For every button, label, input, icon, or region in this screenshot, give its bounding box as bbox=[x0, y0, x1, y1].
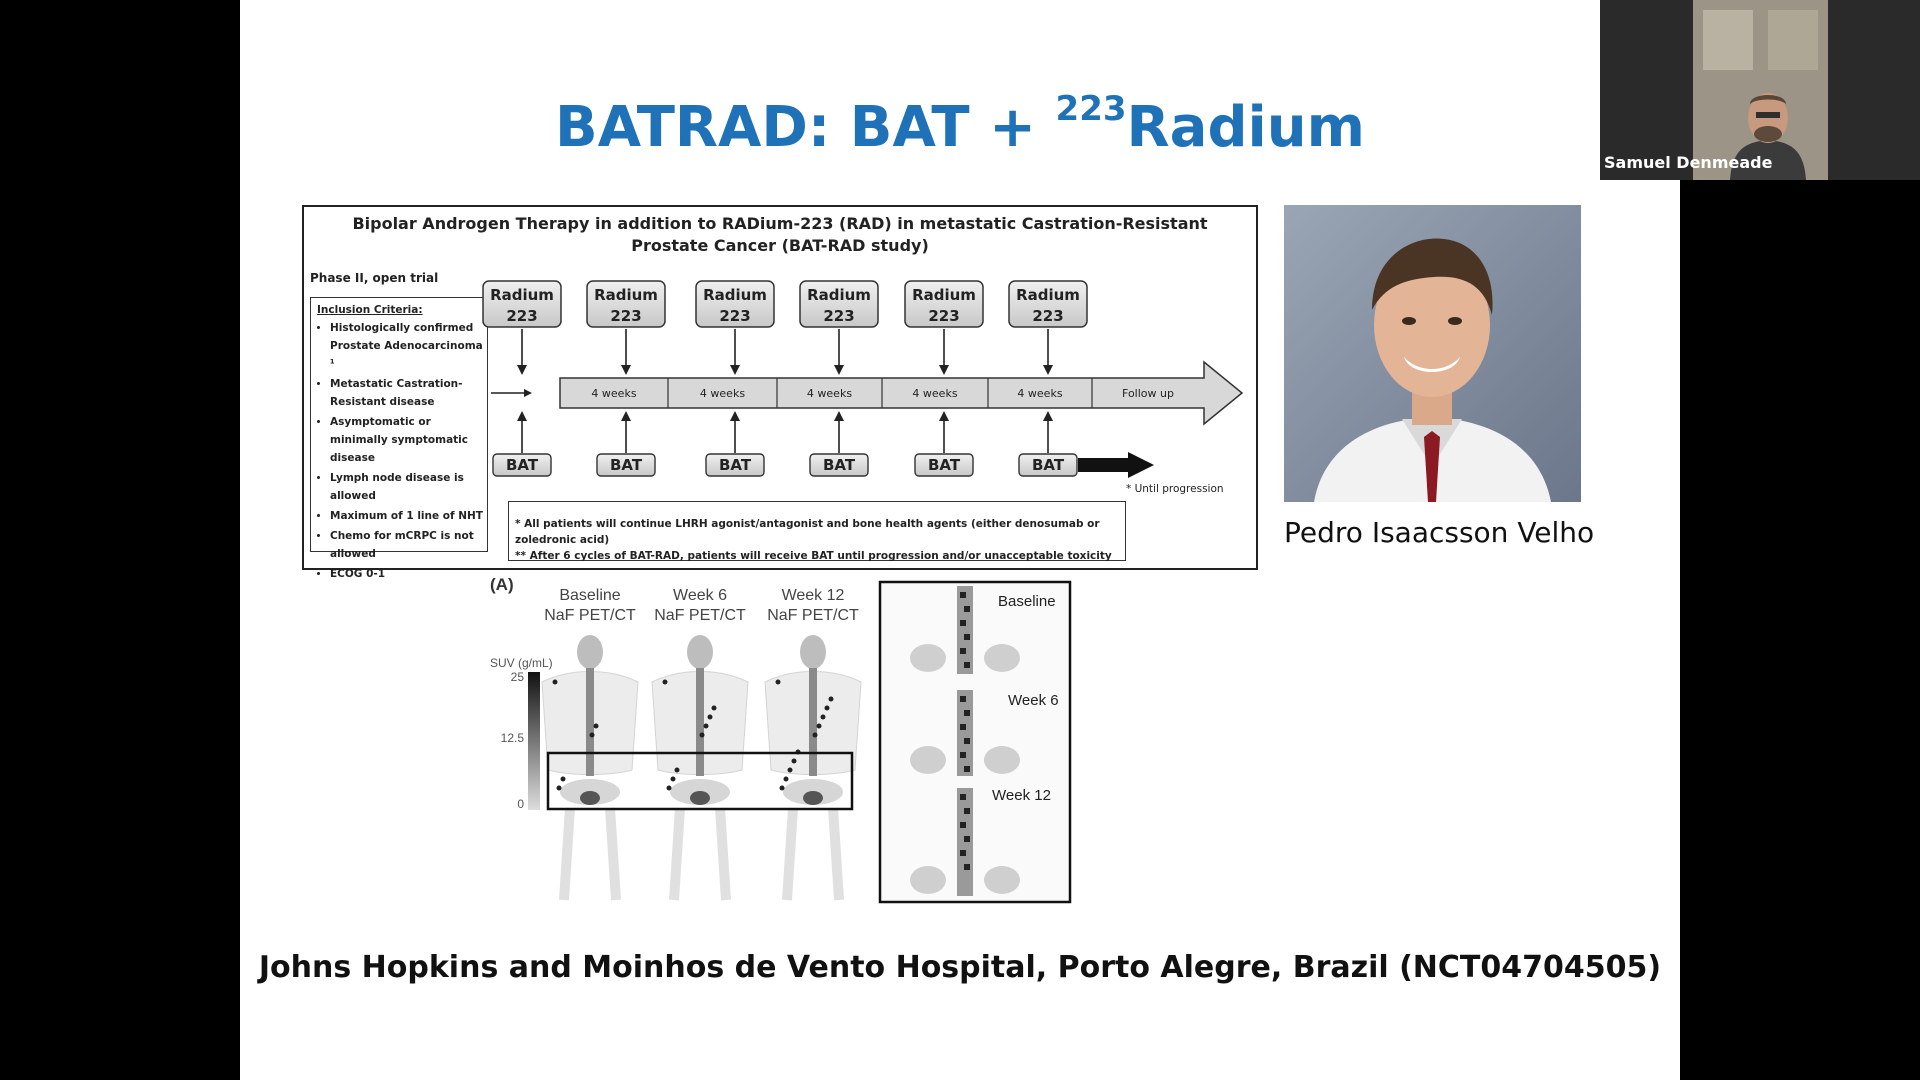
segment-label: 4 weeks bbox=[806, 387, 853, 400]
bat-label: BAT bbox=[822, 456, 856, 474]
lesion-spot bbox=[590, 733, 595, 738]
radium-number: 223 bbox=[719, 307, 751, 325]
lesion-spot bbox=[821, 715, 826, 720]
skeleton-scans bbox=[542, 635, 861, 900]
treatment-timeline bbox=[304, 207, 1256, 507]
criteria-item: • Maximum of 1 line of NHT bbox=[330, 507, 483, 525]
lesion-spot bbox=[663, 680, 668, 685]
inset-lesion bbox=[960, 822, 966, 828]
lesion-spot bbox=[825, 706, 830, 711]
note-2: ** After 6 cycles of BAT-RAD, patients will receive BAT until progression and/or unacceptable toxicity bbox=[515, 550, 1112, 562]
lesion-spot bbox=[553, 680, 558, 685]
suv-scale-bar bbox=[528, 672, 540, 810]
lesion-spot bbox=[792, 759, 797, 764]
bat-arrow-head bbox=[621, 411, 631, 421]
inset-hip-left bbox=[910, 866, 946, 894]
lesion-spot bbox=[557, 786, 562, 791]
inset-lesion bbox=[964, 606, 970, 612]
radium-arrow-head bbox=[939, 365, 949, 375]
radium-arrow-head bbox=[517, 365, 527, 375]
lesion-spot bbox=[712, 706, 717, 711]
bat-arrow-head bbox=[517, 411, 527, 421]
col3-title: Week 12 bbox=[781, 587, 845, 604]
bladder bbox=[690, 791, 710, 805]
inset-lesion bbox=[960, 592, 966, 598]
radium-arrow-head bbox=[834, 365, 844, 375]
criteria-item: • Asymptomatic or minimally symptomatic disease bbox=[330, 413, 483, 467]
radium-label: Radium bbox=[1016, 286, 1080, 304]
criteria-arrow-head bbox=[524, 389, 532, 397]
inset-lesion bbox=[960, 850, 966, 856]
legs bbox=[564, 808, 616, 900]
phase-label: Phase II, open trial bbox=[310, 271, 439, 285]
radium-number: 223 bbox=[823, 307, 855, 325]
slide-title bbox=[240, 89, 1680, 160]
inset-hip-right bbox=[984, 644, 1020, 672]
title-main: BATRAD: BAT + bbox=[555, 95, 1056, 160]
bat-arrow-head bbox=[730, 411, 740, 421]
bat-label: BAT bbox=[718, 456, 752, 474]
inset-label-week6: Week 6 bbox=[1008, 692, 1059, 709]
until-progression-note: * Until progression bbox=[1126, 483, 1224, 495]
presentation-slide bbox=[240, 0, 1680, 1080]
title-superscript: 223 bbox=[1055, 89, 1127, 129]
inset-lesion bbox=[964, 864, 970, 870]
lesion-spot bbox=[708, 715, 713, 720]
inset-lesion bbox=[964, 836, 970, 842]
inset-lesion bbox=[960, 696, 966, 702]
criteria-item: • ECOG 0-1 bbox=[330, 565, 483, 583]
suv-label: SUV (g/mL) bbox=[490, 656, 553, 670]
bat-label: BAT bbox=[505, 456, 539, 474]
inset-lesion bbox=[964, 634, 970, 640]
lesion-spot bbox=[667, 786, 672, 791]
pet-ct-images bbox=[480, 570, 1080, 910]
inset-lesion bbox=[964, 662, 970, 668]
segment-label: Follow up bbox=[1122, 387, 1174, 400]
radium-number: 223 bbox=[506, 307, 538, 325]
presenter-photo bbox=[1284, 205, 1581, 502]
spine bbox=[809, 668, 817, 776]
radium-label: Radium bbox=[703, 286, 767, 304]
inset-hip-left bbox=[910, 746, 946, 774]
col2-title: Week 6 bbox=[673, 587, 727, 604]
spine bbox=[586, 668, 594, 776]
bat-label: BAT bbox=[1031, 456, 1065, 474]
radium-number: 223 bbox=[610, 307, 642, 325]
lesion-spot bbox=[704, 724, 709, 729]
inset-lesion bbox=[960, 620, 966, 626]
lesion-spot bbox=[817, 724, 822, 729]
suv-tick-min: 0 bbox=[517, 797, 524, 811]
bat-label: BAT bbox=[609, 456, 643, 474]
inset-label-baseline: Baseline bbox=[998, 593, 1056, 610]
inset-panel bbox=[880, 582, 1070, 902]
bat-arrow-head bbox=[834, 411, 844, 421]
inset-lesion bbox=[960, 648, 966, 654]
radium-arrow-head bbox=[730, 365, 740, 375]
inset-lesion bbox=[964, 766, 970, 772]
criteria-item: • Lymph node disease is allowed bbox=[330, 469, 483, 505]
inset-spine bbox=[957, 690, 973, 776]
radium-arrow-head bbox=[1043, 365, 1053, 375]
panel-label: (A) bbox=[490, 575, 514, 594]
criteria-heading: Inclusion Criteria: bbox=[317, 304, 423, 316]
criteria-item: • Metastatic Castration-Resistant disease bbox=[330, 375, 483, 411]
note-1: * All patients will continue LHRH agonist/antagonist and bone health agents (either denosumab or zoledronic acid) bbox=[515, 518, 1100, 546]
lesion-spot bbox=[784, 777, 789, 782]
inset-lesion bbox=[964, 808, 970, 814]
radium-label: Radium bbox=[912, 286, 976, 304]
radium-number: 223 bbox=[1032, 307, 1064, 325]
col1-subtitle: NaF PET/CT bbox=[544, 607, 636, 624]
suv-tick-mid: 12.5 bbox=[500, 731, 524, 745]
suv-tick-max: 25 bbox=[510, 670, 524, 684]
inset-lesion bbox=[960, 724, 966, 730]
inset-hip-right bbox=[984, 866, 1020, 894]
inset-spine bbox=[957, 586, 973, 674]
segment-label: 4 weeks bbox=[912, 387, 958, 400]
skull bbox=[800, 635, 826, 669]
presenter-name: Pedro Isaacsson Velho bbox=[1284, 516, 1595, 549]
title-end: Radium bbox=[1126, 95, 1365, 160]
radium-arrow-head bbox=[621, 365, 631, 375]
spine bbox=[696, 668, 704, 776]
lesion-spot bbox=[700, 733, 705, 738]
lesion-spot bbox=[829, 697, 834, 702]
bat-label: BAT bbox=[927, 456, 961, 474]
schema-title-line1: Bipolar Androgen Therapy in addition to RADium-223 (RAD) in metastatic Castration-Resistant bbox=[352, 214, 1208, 233]
pet-ct-figure bbox=[480, 570, 1080, 910]
lesion-spot bbox=[813, 733, 818, 738]
lesion-spot bbox=[788, 768, 793, 773]
inset-lesion bbox=[960, 794, 966, 800]
slide-footer: Johns Hopkins and Moinhos de Vento Hospital, Porto Alegre, Brazil (NCT04704505) bbox=[258, 950, 1662, 985]
segment-label: 4 weeks bbox=[1017, 387, 1063, 400]
criteria-item: • Histologically confirmed Prostate Adenocarcinoma ¹ bbox=[330, 319, 483, 373]
inset-lesion bbox=[964, 738, 970, 744]
lesion-spot bbox=[780, 786, 785, 791]
lesion-spot bbox=[675, 768, 680, 773]
inset-label-week12: Week 12 bbox=[992, 787, 1051, 804]
lesion-spot bbox=[594, 724, 599, 729]
presenter-portrait-image bbox=[1284, 205, 1581, 502]
inset-hip-right bbox=[984, 746, 1020, 774]
bat-arrow-head bbox=[939, 411, 949, 421]
lesion-spot bbox=[561, 777, 566, 782]
criteria-item: • Chemo for mCRPC is not allowed bbox=[330, 527, 483, 563]
col1-title: Baseline bbox=[559, 587, 621, 604]
study-schema bbox=[302, 205, 1258, 580]
bat-arrow-head bbox=[1043, 411, 1053, 421]
legs bbox=[787, 808, 839, 900]
radium-label: Radium bbox=[594, 286, 658, 304]
col3-subtitle: NaF PET/CT bbox=[767, 607, 859, 624]
participant-name-label: Samuel Denmeade bbox=[1604, 153, 1773, 172]
lesion-spot bbox=[776, 680, 781, 685]
radium-number: 223 bbox=[928, 307, 960, 325]
radium-label: Radium bbox=[807, 286, 871, 304]
col2-subtitle: NaF PET/CT bbox=[654, 607, 746, 624]
bladder bbox=[580, 791, 600, 805]
segment-label: 4 weeks bbox=[699, 387, 746, 400]
radium-label: Radium bbox=[490, 286, 554, 304]
legs bbox=[674, 808, 726, 900]
schema-notes bbox=[508, 501, 1126, 561]
inset-lesion bbox=[960, 752, 966, 758]
inset-lesion bbox=[964, 710, 970, 716]
skull bbox=[687, 635, 713, 669]
bladder bbox=[803, 791, 823, 805]
continue-bat-arrow bbox=[1078, 452, 1154, 478]
schema-title-line2: Prostate Cancer (BAT-RAD study) bbox=[631, 236, 929, 255]
segment-label: 4 weeks bbox=[591, 387, 637, 400]
skull bbox=[577, 635, 603, 669]
inset-hip-left bbox=[910, 644, 946, 672]
lesion-spot bbox=[671, 777, 676, 782]
